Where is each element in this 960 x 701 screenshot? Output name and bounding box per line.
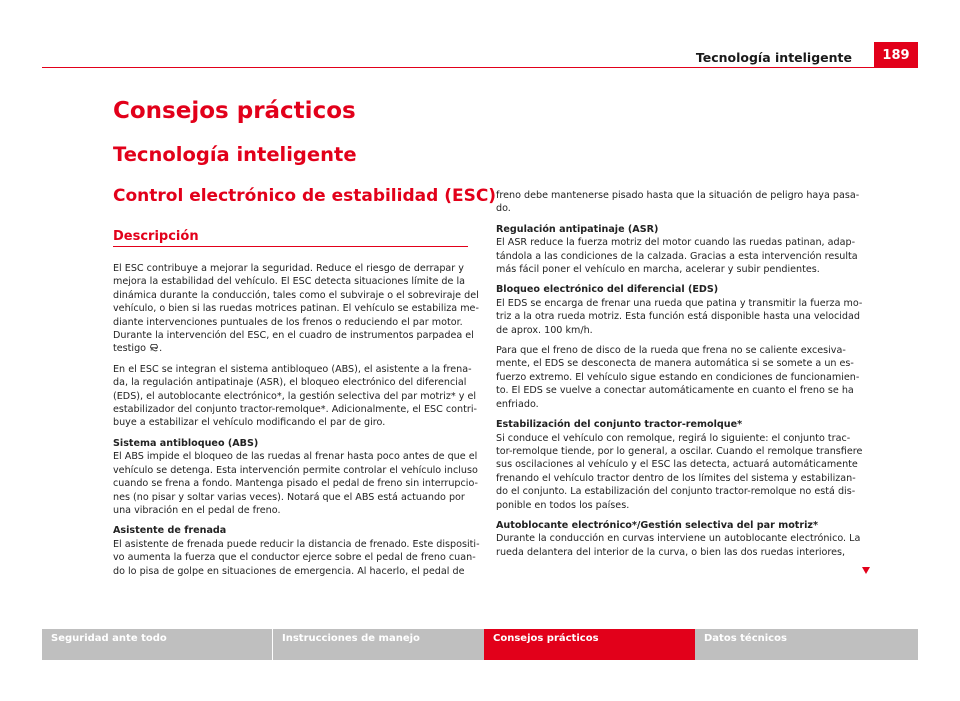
text-line: Durante la intervención del ESC, en el cuadro de instrumentos parpadea el bbox=[113, 330, 474, 342]
text-line: vehículo se detenga. Esta intervención permite controlar el vehículo incluso bbox=[113, 464, 478, 476]
chapter-title: Consejos prácticos bbox=[113, 98, 356, 124]
paragraph-eds bbox=[496, 283, 863, 337]
text-line: vo aumenta la fuerza que el conductor ejerce sobre el pedal de freno cuan- bbox=[113, 552, 476, 564]
esc-warning-icon bbox=[149, 342, 159, 352]
text-line: En el ESC se integran el sistema antibloqueo (ABS), el asistente a la frena- bbox=[113, 363, 472, 375]
text-line: (EDS), el autoblocante electrónico*, la gestión selectiva del par motriz* y el bbox=[113, 390, 477, 402]
text-fragment: testigo bbox=[113, 343, 147, 355]
right-column bbox=[496, 189, 863, 566]
text-line: mente, el EDS se desconecta de manera automática si se somete a un es- bbox=[496, 358, 854, 370]
brake-assist-title: Asistente de frenada bbox=[113, 525, 227, 537]
text-fragment: . bbox=[159, 343, 163, 355]
paragraph-trailer bbox=[496, 418, 863, 512]
text-line: fuerzo extremo. El vehículo sigue estando en condiciones de funcionamien- bbox=[496, 371, 860, 383]
text-line: cuando se frena a fondo. Mantenga pisado el pedal de freno sin interrupcio- bbox=[113, 478, 478, 490]
text-line: triz a la otra rueda motriz. Esta función está disponible hasta una velocidad bbox=[496, 311, 860, 323]
left-column bbox=[113, 262, 480, 585]
header-title: Tecnología inteligente bbox=[695, 50, 852, 65]
text-line: más fácil poner el vehículo en marcha, acelerar y subir pendientes. bbox=[496, 264, 820, 276]
text-line: El ASR reduce la fuerza motriz del motor cuando las ruedas patinan, adap- bbox=[496, 237, 856, 249]
paragraph-continued bbox=[496, 189, 860, 216]
footer-tab-operation[interactable]: Instrucciones de manejo bbox=[273, 629, 503, 660]
continue-triangle-icon bbox=[862, 567, 870, 574]
text-line: dinámica durante la conducción, tales como el subviraje o el sobreviraje del bbox=[113, 289, 479, 301]
asr-title: Regulación antipatinaje (ASR) bbox=[496, 223, 659, 235]
text-line: buye a estabilizar el vehículo modificando el par de giro. bbox=[113, 417, 386, 429]
text-line: sus oscilaciones al vehículo y el ESC las detecta, actuará automáticamente bbox=[496, 459, 858, 471]
footer-tab-tips[interactable]: Consejos prácticos bbox=[484, 629, 714, 660]
paragraph-brake-assist bbox=[113, 524, 480, 578]
paragraph-intro bbox=[113, 262, 479, 356]
text-line: El asistente de frenada puede reducir la distancia de frenado. Este dispositi- bbox=[113, 538, 480, 550]
paragraph-asr bbox=[496, 223, 858, 277]
text-line: da, la regulación antipatinaje (ASR), el bloqueo electrónico del diferencial bbox=[113, 377, 467, 389]
text-line: una vibración en el pedal de freno. bbox=[113, 504, 281, 516]
text-line: freno debe mantenerse pisado hasta que la situación de peligro haya pasa- bbox=[496, 190, 860, 201]
text-line: El ABS impide el bloqueo de las ruedas al frenar hasta poco antes de que el bbox=[113, 451, 478, 463]
page-number: 189 bbox=[874, 42, 918, 68]
subsection-title: Control electrónico de estabilidad (ESC) bbox=[113, 186, 497, 206]
section-title: Tecnología inteligente bbox=[113, 143, 357, 166]
text-line: El EDS se encarga de frenar una rueda que patina y transmitir la fuerza mo- bbox=[496, 297, 863, 309]
text-line bbox=[113, 342, 468, 355]
header-rule bbox=[42, 67, 874, 68]
text-line: rueda delantera del interior de la curva, o bien las dos ruedas interiores, bbox=[496, 546, 846, 558]
text-line: tor-remolque tiende, por lo general, a oscilar. Cuando el remolque transfiere bbox=[496, 445, 863, 457]
paragraph-torque bbox=[496, 519, 861, 559]
description-rule bbox=[113, 246, 468, 247]
footer-tab-safety[interactable]: Seguridad ante todo bbox=[42, 629, 272, 660]
text-line: tándola a las condiciones de la calzada. Gracias a esta intervención resulta bbox=[496, 250, 858, 262]
torque-title: Autoblocante electrónico*/Gestión selectiva del par motriz* bbox=[496, 519, 818, 531]
text-line: Durante la conducción en curvas interviene un autoblocante electrónico. La bbox=[496, 533, 861, 545]
description-heading: Descripción bbox=[113, 229, 199, 244]
text-line: nes (no pisar y soltar varias veces). Notará que el ABS está actuando por bbox=[113, 491, 465, 503]
footer-tab-technical[interactable]: Datos técnicos bbox=[695, 629, 918, 660]
text-line: do. bbox=[496, 203, 511, 215]
text-line: do lo pisa de golpe en situaciones de emergencia. Al hacerlo, el pedal de bbox=[113, 565, 465, 577]
text-line: ponible en todos los países. bbox=[496, 499, 630, 511]
text-line: Si conduce el vehículo con remolque, regirá lo siguiente: el conjunto trac- bbox=[496, 432, 851, 444]
text-line: vehículo, o bien si las ruedas motrices patinan. El vehículo se estabiliza me- bbox=[113, 303, 479, 315]
text-line: enfriado. bbox=[496, 398, 539, 410]
text-line: diante intervenciones puntuales de los frenos o reduciendo el par motor. bbox=[113, 316, 463, 328]
text-line: Para que el freno de disco de la rueda que frena no se caliente excesiva- bbox=[496, 345, 846, 357]
text-line: El ESC contribuye a mejorar la seguridad. Reduce el riesgo de derrapar y bbox=[113, 263, 464, 274]
abs-title: Sistema antibloqueo (ABS) bbox=[113, 437, 259, 449]
text-line: do el conjunto. La estabilización del conjunto tractor-remolque no está dis- bbox=[496, 486, 856, 498]
paragraph-eds-heat bbox=[496, 344, 860, 411]
text-line: de aprox. 100 km/h. bbox=[496, 324, 593, 336]
paragraph-abs bbox=[113, 437, 478, 517]
text-line: estabilizador del conjunto tractor-remolque*. Adicionalmente, el ESC contri- bbox=[113, 404, 477, 416]
text-line: to. El EDS se vuelve a conectar automáticamente en cuanto el freno se ha bbox=[496, 385, 854, 397]
trailer-title: Estabilización del conjunto tractor-remolque* bbox=[496, 419, 743, 431]
text-line: mejora la estabilidad del vehículo. El ESC detecta situaciones límite de la bbox=[113, 276, 466, 288]
paragraph-integration bbox=[113, 363, 477, 430]
text-line: frenando el vehículo tractor dentro de los límites del sistema y estabilizan- bbox=[496, 472, 856, 484]
eds-title: Bloqueo electrónico del diferencial (EDS) bbox=[496, 284, 719, 296]
